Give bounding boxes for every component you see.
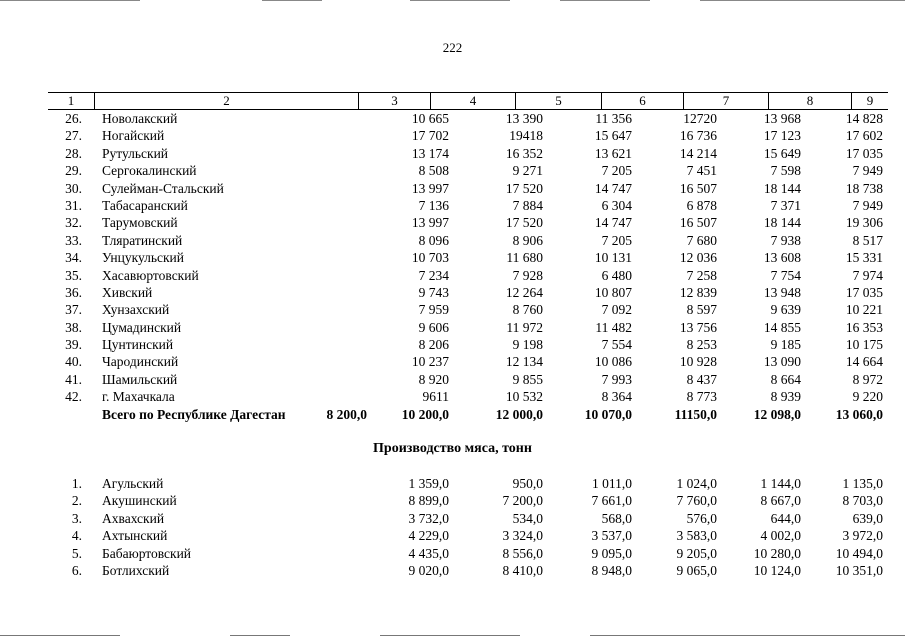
table-cell-col-1: 5. (71, 545, 82, 561)
table-cell-col-2: Цунтинский (102, 337, 174, 353)
table-cell-col-8: 13 608 (763, 250, 801, 266)
table-cell-col-8: 7 938 (770, 232, 801, 248)
table-cell-col-5: 11 680 (506, 250, 543, 266)
header-col-7: 7 (683, 93, 768, 109)
table-cell-col-5: 17 520 (505, 215, 543, 231)
table-cell-col-1: 27. (65, 128, 82, 144)
table-cell-col-4: 3 732,0 (408, 510, 449, 526)
total-cell-col-7: 11150,0 (674, 406, 717, 422)
section-title: Производство мяса, тонн (373, 441, 532, 456)
table-cell-col-5: 12 264 (505, 284, 543, 300)
table-row (48, 388, 888, 405)
table-cell-col-8: 9 185 (770, 337, 801, 353)
table-cell-col-1: 33. (65, 232, 82, 248)
table-cell-col-1: 38. (65, 319, 82, 335)
table-cell-col-5: 8 410,0 (502, 562, 543, 578)
table-cell-col-6: 10 086 (594, 354, 632, 370)
table-cell-col-6: 7 554 (601, 337, 632, 353)
table-cell-col-6: 7 993 (601, 371, 632, 387)
table-cell-col-8: 644,0 (770, 510, 801, 526)
table-cell-col-5: 11 972 (506, 319, 543, 335)
table-cell-col-7: 7 451 (686, 163, 717, 179)
table-cell-col-4: 4 229,0 (408, 528, 449, 544)
table-cell-col-2: Сулейман-Стальский (102, 180, 224, 196)
table-cell-col-2: Хасавюртовский (102, 267, 199, 283)
table-cell-col-9: 8 972 (852, 371, 883, 387)
table-row (48, 510, 888, 527)
scan-edge-line (590, 635, 905, 636)
table-cell-col-6: 7 205 (601, 232, 632, 248)
table-cell-col-9: 18 738 (845, 180, 883, 196)
total-cell-col-5: 12 000,0 (495, 406, 543, 422)
table-row (48, 336, 888, 353)
table-cell-col-5: 8 556,0 (502, 545, 543, 561)
table-cell-col-5: 950,0 (512, 476, 543, 491)
table-row (48, 267, 888, 284)
table-cell-col-1: 31. (65, 197, 82, 213)
table-cell-col-4: 8 899,0 (408, 493, 449, 509)
table-cell-col-5: 19418 (509, 128, 543, 144)
table-row (48, 353, 888, 370)
table-cell-col-9: 14 664 (845, 354, 883, 370)
table-cell-col-6: 8 948,0 (591, 562, 632, 578)
table-row (48, 197, 888, 214)
table-cell-col-7: 12720 (683, 111, 717, 126)
table-row (48, 319, 888, 336)
table-cell-col-8: 18 144 (763, 215, 801, 231)
page-number: 222 (442, 40, 463, 55)
header-col-6: 6 (601, 93, 683, 109)
total-cell-col-9: 13 060,0 (835, 406, 883, 422)
scan-edge-line (380, 635, 520, 636)
scan-edge-line (410, 0, 510, 1)
table-cell-col-5: 7 884 (512, 197, 543, 213)
table-row (48, 371, 888, 388)
table-cell-col-7: 13 756 (679, 319, 717, 335)
meat-production-table (48, 475, 888, 579)
table-cell-col-9: 7 949 (852, 163, 883, 179)
table-cell-col-7: 6 878 (686, 197, 717, 213)
table-cell-col-4: 9 020,0 (408, 562, 449, 578)
table-cell-col-9: 8 703,0 (842, 493, 883, 509)
table-cell-col-1: 29. (65, 163, 82, 179)
table-cell-col-5: 17 520 (505, 180, 543, 196)
table-cell-col-4: 1 359,0 (408, 476, 449, 491)
table-row (48, 145, 888, 162)
table-cell-col-4: 10 703 (411, 250, 449, 266)
table-cell-col-2: Чародинский (102, 354, 179, 370)
table-cell-col-6: 10 807 (594, 284, 632, 300)
table-cell-col-4: 17 702 (411, 128, 449, 144)
header-col-9: 9 (851, 93, 888, 109)
table-row (48, 284, 888, 301)
table-cell-col-2: Табасаранский (102, 197, 188, 213)
table-cell-col-5: 9 271 (512, 163, 543, 179)
table-cell-col-9: 16 353 (845, 319, 883, 335)
table-cell-col-2: Рутульский (102, 145, 169, 161)
table-cell-col-4: 10 665 (411, 111, 449, 126)
table-cell-col-4: 13 997 (411, 215, 449, 231)
table-cell-col-2: Шамильский (102, 371, 178, 387)
scan-edge-line (230, 635, 290, 636)
table-cell-col-8: 14 855 (763, 319, 801, 335)
table-cell-col-9: 639,0 (852, 510, 883, 526)
table-cell-col-2: Ногайский (102, 128, 165, 144)
table-cell-col-9: 10 351,0 (835, 562, 883, 578)
table-cell-col-7: 12 839 (679, 284, 717, 300)
table-cell-col-1: 3. (71, 510, 82, 526)
table-row (48, 475, 888, 492)
table-row (48, 110, 888, 127)
table-cell-col-8: 13 948 (763, 284, 801, 300)
table-cell-col-7: 8 597 (686, 302, 717, 318)
total-cell-col-2: Всего по Республике Дагестан (102, 406, 286, 422)
total-cell-col-8: 12 098,0 (753, 406, 801, 422)
table-cell-col-9: 7 949 (852, 197, 883, 213)
table-cell-col-9: 9 220 (852, 389, 883, 405)
table-cell-col-4: 7 136 (418, 197, 449, 213)
table-cell-col-1: 6. (71, 562, 82, 578)
table-row (48, 527, 888, 544)
table-cell-col-5: 3 324,0 (502, 528, 543, 544)
table-cell-col-7: 16 507 (679, 215, 717, 231)
table-cell-col-4: 9611 (422, 389, 449, 405)
table-cell-col-8: 8 664 (770, 371, 801, 387)
table-cell-col-2: г. Махачкала (102, 389, 175, 405)
table-cell-col-2: Хивский (102, 284, 153, 300)
table-cell-col-2: Цумадинский (102, 319, 182, 335)
table-cell-col-9: 10 494,0 (835, 545, 883, 561)
table-cell-col-7: 7 760,0 (676, 493, 717, 509)
table-cell-col-5: 9 855 (512, 371, 543, 387)
table-cell-col-4: 8 096 (418, 232, 449, 248)
table-cell-col-2: Ботлихский (102, 562, 170, 578)
total-row (48, 406, 888, 423)
table-cell-col-7: 16 507 (679, 180, 717, 196)
header-col-8: 8 (768, 93, 851, 109)
table-cell-col-8: 10 280,0 (753, 545, 801, 561)
table-cell-col-7: 7 680 (686, 232, 717, 248)
table-cell-col-5: 16 352 (505, 145, 543, 161)
table-row (48, 162, 888, 179)
table-cell-col-5: 7 928 (512, 267, 543, 283)
table-cell-col-4: 7 234 (418, 267, 449, 283)
table-cell-col-8: 4 002,0 (760, 528, 801, 544)
table-cell-col-6: 568,0 (601, 510, 632, 526)
table-cell-col-1: 40. (65, 354, 82, 370)
table-cell-col-1: 32. (65, 215, 82, 231)
table-cell-col-9: 7 974 (852, 267, 883, 283)
scan-edge-line (262, 0, 322, 1)
table-cell-col-2: Бабаюртовский (102, 545, 192, 561)
table-cell-col-1: 37. (65, 302, 82, 318)
table-cell-col-5: 7 200,0 (502, 493, 543, 509)
table-cell-col-4: 9 606 (418, 319, 449, 335)
table-cell-col-5: 8 760 (512, 302, 543, 318)
table-cell-col-6: 7 205 (601, 163, 632, 179)
table-cell-col-8: 9 639 (770, 302, 801, 318)
table-cell-col-2: Агульский (102, 476, 164, 491)
table-cell-col-9: 1 135,0 (842, 476, 883, 491)
table-cell-col-1: 42. (65, 389, 82, 405)
table-cell-col-6: 1 011,0 (592, 476, 632, 491)
table-cell-col-7: 8 437 (686, 371, 717, 387)
table-cell-col-4: 8 920 (418, 371, 449, 387)
table-cell-col-1: 36. (65, 284, 82, 300)
table-cell-col-9: 17 602 (845, 128, 883, 144)
table-cell-col-6: 6 480 (601, 267, 632, 283)
table-cell-col-8: 10 124,0 (753, 562, 801, 578)
table-cell-col-6: 9 095,0 (591, 545, 632, 561)
table-cell-col-8: 13 090 (763, 354, 801, 370)
table-cell-col-9: 3 972,0 (842, 528, 883, 544)
table-cell-col-1: 26. (65, 111, 82, 126)
total-cell-col-3: 8 200,0 (326, 406, 367, 422)
scan-edge-line (0, 635, 120, 636)
table-cell-col-6: 15 647 (594, 128, 632, 144)
table-cell-col-4: 9 743 (418, 284, 449, 300)
table-cell-col-8: 7 598 (770, 163, 801, 179)
table-cell-col-8: 13 968 (763, 111, 801, 126)
table-cell-col-8: 17 123 (763, 128, 801, 144)
table-cell-col-2: Унцукульский (102, 250, 184, 266)
table-row (48, 545, 888, 562)
header-col-4: 4 (430, 93, 515, 109)
table-cell-col-4: 13 997 (411, 180, 449, 196)
table-cell-col-6: 11 482 (595, 319, 632, 335)
table-cell-col-2: Новолакский (102, 111, 178, 126)
table-cell-col-5: 13 390 (505, 111, 543, 126)
header-col-5: 5 (515, 93, 601, 109)
table-cell-col-8: 8 667,0 (760, 493, 801, 509)
table-row (48, 232, 888, 249)
table-cell-col-5: 534,0 (512, 510, 543, 526)
table-cell-col-2: Акушинский (102, 493, 177, 509)
table-cell-col-8: 18 144 (763, 180, 801, 196)
table-cell-col-6: 7 661,0 (591, 493, 632, 509)
header-col-2: 2 (94, 93, 358, 109)
yield-table (48, 110, 888, 423)
table-cell-col-7: 1 024,0 (676, 476, 717, 491)
table-cell-col-6: 10 131 (594, 250, 632, 266)
table-cell-col-6: 6 304 (601, 197, 632, 213)
table-cell-col-5: 10 532 (505, 389, 543, 405)
table-cell-col-2: Тляратинский (102, 232, 183, 248)
scan-edge-line (0, 0, 140, 1)
table-row (48, 214, 888, 231)
table-cell-col-5: 8 906 (512, 232, 543, 248)
table-cell-col-1: 30. (65, 180, 82, 196)
total-cell-col-4: 10 200,0 (401, 406, 449, 422)
scan-edge-line (700, 0, 905, 1)
table-row (48, 492, 888, 509)
table-cell-col-7: 3 583,0 (676, 528, 717, 544)
table-cell-col-1: 1. (71, 476, 82, 491)
table-cell-col-2: Тарумовский (102, 215, 178, 231)
table-cell-col-7: 14 214 (679, 145, 717, 161)
table-cell-col-6: 8 364 (601, 389, 632, 405)
table-cell-col-1: 4. (71, 528, 82, 544)
table-cell-col-8: 7 371 (770, 197, 801, 213)
table-row (48, 249, 888, 266)
table-cell-col-7: 7 258 (686, 267, 717, 283)
table-cell-col-2: Ахвахский (102, 510, 165, 526)
table-cell-col-6: 7 092 (601, 302, 632, 318)
table-cell-col-7: 9 205,0 (676, 545, 717, 561)
header-col-1: 1 (67, 93, 75, 108)
table-cell-col-6: 3 537,0 (591, 528, 632, 544)
table-cell-col-5: 12 134 (505, 354, 543, 370)
table-cell-col-9: 19 306 (845, 215, 883, 231)
table-cell-col-5: 9 198 (512, 337, 543, 353)
table-cell-col-9: 17 035 (845, 284, 883, 300)
table-cell-col-7: 12 036 (679, 250, 717, 266)
table-cell-col-9: 10 175 (845, 337, 883, 353)
table-header (48, 92, 888, 110)
table-cell-col-1: 34. (65, 250, 82, 266)
total-cell-col-6: 10 070,0 (584, 406, 632, 422)
table-cell-col-8: 8 939 (770, 389, 801, 405)
table-cell-col-6: 14 747 (594, 180, 632, 196)
table-cell-col-1: 28. (65, 145, 82, 161)
table-cell-col-9: 17 035 (845, 145, 883, 161)
table-cell-col-4: 8 508 (418, 163, 449, 179)
table-cell-col-6: 11 356 (595, 111, 632, 126)
table-cell-col-9: 10 221 (845, 302, 883, 318)
table-cell-col-7: 576,0 (686, 510, 717, 526)
scan-edge-line (560, 0, 650, 1)
table-cell-col-6: 14 747 (594, 215, 632, 231)
table-row (48, 180, 888, 197)
table-cell-col-7: 16 736 (679, 128, 717, 144)
table-cell-col-8: 7 754 (770, 267, 801, 283)
table-row (48, 562, 888, 579)
table-cell-col-4: 4 435,0 (408, 545, 449, 561)
table-cell-col-4: 8 206 (418, 337, 449, 353)
table-cell-col-7: 10 928 (679, 354, 717, 370)
header-col-3: 3 (358, 93, 430, 109)
table-cell-col-2: Сергокалинский (102, 163, 197, 179)
table-cell-col-2: Хунзахский (102, 302, 170, 318)
table-cell-col-9: 15 331 (845, 250, 883, 266)
table-cell-col-7: 8 773 (686, 389, 717, 405)
table-cell-col-4: 13 174 (411, 145, 449, 161)
table-cell-col-1: 2. (71, 493, 82, 509)
table-cell-col-8: 1 144,0 (760, 476, 801, 491)
table-cell-col-1: 39. (65, 337, 82, 353)
table-cell-col-1: 35. (65, 267, 82, 283)
table-cell-col-9: 8 517 (852, 232, 883, 248)
table-cell-col-7: 8 253 (686, 337, 717, 353)
table-cell-col-4: 7 959 (418, 302, 449, 318)
table-cell-col-9: 14 828 (845, 111, 883, 126)
table-cell-col-8: 15 649 (763, 145, 801, 161)
table-cell-col-2: Ахтынский (102, 528, 168, 544)
table-row (48, 301, 888, 318)
table-row (48, 127, 888, 144)
table-cell-col-4: 10 237 (411, 354, 449, 370)
table-cell-col-6: 13 621 (594, 145, 632, 161)
table-cell-col-1: 41. (65, 371, 82, 387)
table-cell-col-7: 9 065,0 (676, 562, 717, 578)
